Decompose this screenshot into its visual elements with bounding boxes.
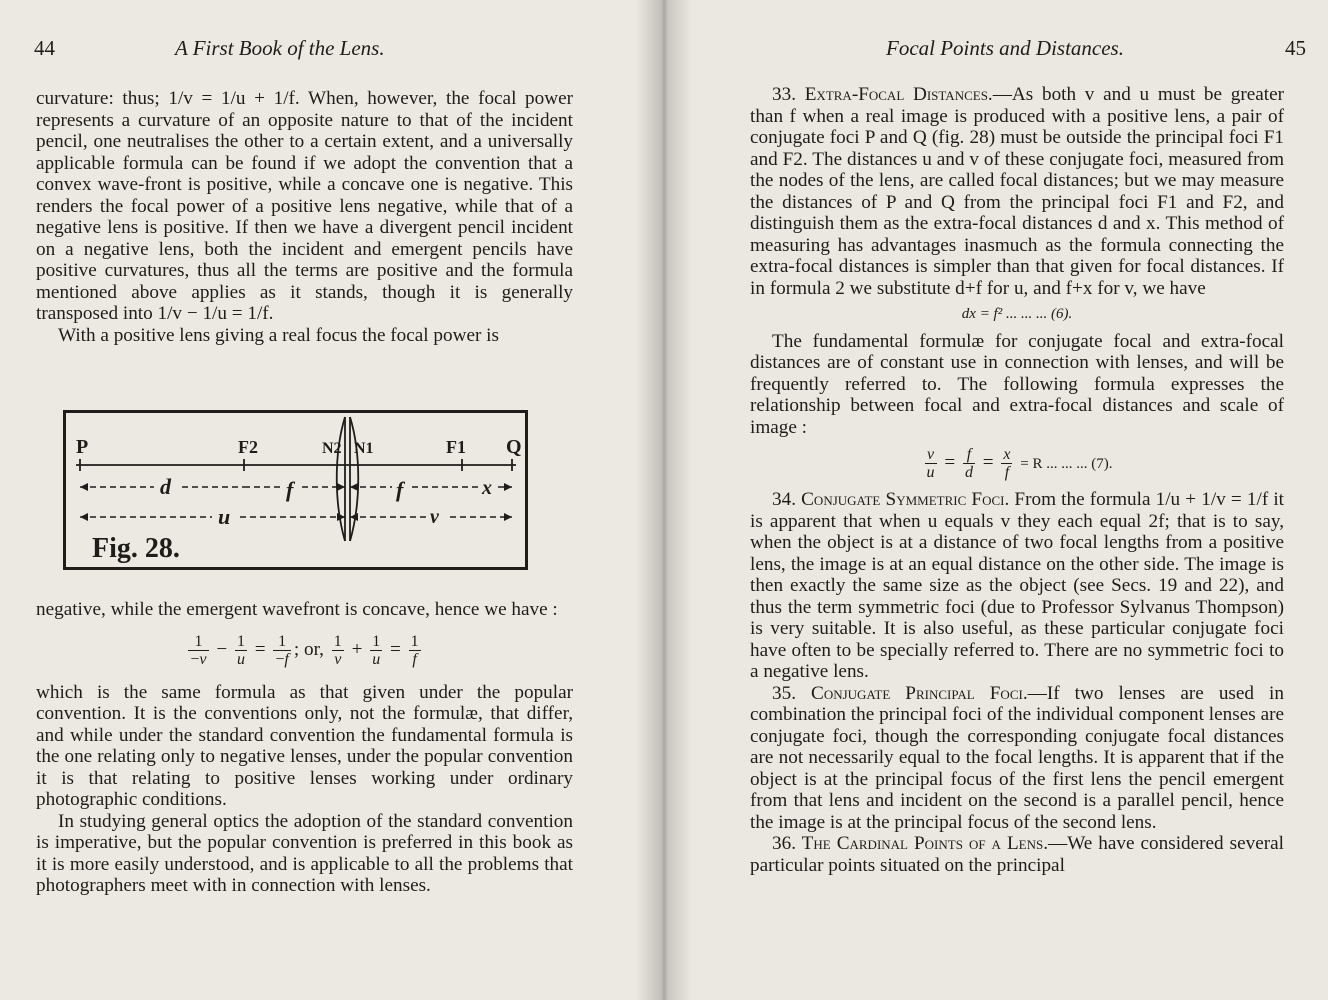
- left-running-header: [34, 36, 574, 61]
- section-33-heading: 33. Extra-Focal Distances.: [772, 84, 993, 105]
- left-para-3: negative, while the emergent wavefront is concave, hence we have :: [36, 599, 558, 620]
- left-page-number: 44: [34, 36, 55, 60]
- left-running-head: A First Book of the Lens.: [175, 36, 385, 60]
- right-running-header: [886, 36, 1306, 61]
- left-para-2: With a positive lens giving a real focus the focal power is: [58, 324, 499, 346]
- equation-or: ; or,: [293, 638, 324, 660]
- left-para-1: curvature: thus; 1/v = 1/u + 1/f. When, however, the focal power represents a curvature of an opposite nature to that of the incident pencil, one neutralises the other to a certain extent, and a universally applicable formula can be found if we adopt the convention that a convex wave-front is positive, while a concave one is negative. This renders the focal power of a positive lens negative, while that of a negative lens is positive. If then we have a divergent pencil incident on a negative lens, both the incident and emergent pencils have positive curvatures, thus all the terms are positive and the formula mentioned above applies as it stands, though it is generally transposed into 1/v − 1/u = 1/f.: [36, 88, 573, 324]
- dist-f-left: f: [286, 477, 294, 502]
- label-F1: F1: [446, 437, 466, 457]
- section-36-heading: 36. The Cardinal Points of a Lens.: [772, 833, 1049, 854]
- section-34-heading: 34. Conjugate Symmetric Foci.: [772, 489, 1010, 510]
- dist-x: x: [482, 477, 492, 499]
- label-Q: Q: [506, 436, 522, 458]
- left-para-4: which is the same formula as that given under the popular convention. It is the conventions only, not the formulæ, that differ, and while under the standard convention the fundamental formula is the one relating only to negative lenses, under the popular convention it is that relating to positive lenses working under ordinary photographic conditions.: [36, 681, 573, 810]
- equation-6: dx = f² ... ... ... (6).: [961, 306, 1073, 322]
- right-page: [664, 0, 1328, 1000]
- left-para-5: In studying general optics the adoption of the standard convention is imperative, but the popular convention is preferred in this book as it is more easily understood, and is applicable to all the problems that photographers meet with in connection with lenses.: [36, 810, 573, 896]
- section-36-text: —We have considered several particular points situated on the principal: [750, 833, 1284, 876]
- right-page-number: 45: [1285, 36, 1306, 60]
- dist-u: u: [218, 504, 231, 529]
- right-running-head: Focal Points and Distances.: [886, 36, 1124, 60]
- section-33-text: —As both v and u must be greater than f when a real image is produced with a positive lens, a pair of conjugate foci P and Q (fig. 28) must be outside the principal foci F1 and F2. The distances u and v of these conjugate foci, measured from the nodes of the lens, are called focal distances; but we may measure the distances of P and Q from the principal foci F1 and F2, and distinguish them as the extra-focal distances d and x. This method of measuring has advantages inasmuch as the formula connecting the extra-focal distances is simpler than that given for focal distances. If in formula 2 we substitute d+f for u, and f+x for v, we have: [750, 84, 1284, 299]
- label-N1: N1: [354, 440, 374, 457]
- dist-d: d: [160, 474, 171, 499]
- right-text: [750, 84, 1284, 876]
- section-35-heading: 35. Conjugate Principal Foci.: [772, 682, 1028, 704]
- figure-caption: Fig. 28.: [92, 533, 180, 564]
- left-equation: $\frac{1}{-v}$ − $\frac{1}{u}$ = $\frac{1}{-f}$ ; or, $\frac{1}{v}$ + $\frac{1}{u}$ = $\frac{1}{f}$: [190, 632, 419, 668]
- label-N2: N2: [322, 440, 342, 457]
- figure-28: [63, 410, 528, 570]
- label-P: P: [76, 436, 89, 458]
- equation-7-tail: = R ... ... ... (7).: [1020, 455, 1113, 472]
- section-35-text: —If two lenses are used in combination the principal foci of the individual component lenses are conjugate foci, though the corresponding conjugate focal distances are not necessarily equal to the focal lengths. It is apparent that if the object is at the principal focus of the first lens the pencil emergent from that lens and incident on the second is a parallel pencil, hence the image is at the principal focus of the second lens.: [750, 682, 1284, 833]
- equation-7: $\frac{v}{u}$ = $\frac{f}{d}$ = $\frac{x}{f}$ = R ... ... ... (7).: [926, 446, 1113, 481]
- left-text-top: [36, 88, 573, 346]
- right-para-fundamental: The fundamental formulæ for conjugate focal and extra-focal distances are of constant use in connection with lenses, and will be frequently referred to. The following formula expresses the relationship between focal and extra-focal distances and scale of image :: [750, 330, 1284, 438]
- left-text-bottom: [36, 599, 573, 897]
- dist-v: v: [430, 506, 439, 528]
- dist-f-right: f: [396, 477, 404, 502]
- label-F2: F2: [238, 437, 258, 457]
- lens-diagram: [66, 413, 525, 567]
- section-34-text: From the formula 1/u + 1/v = 1/f it is apparent that when u equals v they each equal 2f; that is to say, when the object is at a distance of two focal lengths from a positive lens, the image is at an equal distance on the other side. The image is then exactly the same size as the object (see Secs. 19 and 22), and thus the term symmetric foci (due to Professor Sylvanus Thompson) is very suitable. It is also useful, as these particular conjugate foci have often to be specially referred to. There are no symmetric foci to a negative lens.: [750, 489, 1285, 682]
